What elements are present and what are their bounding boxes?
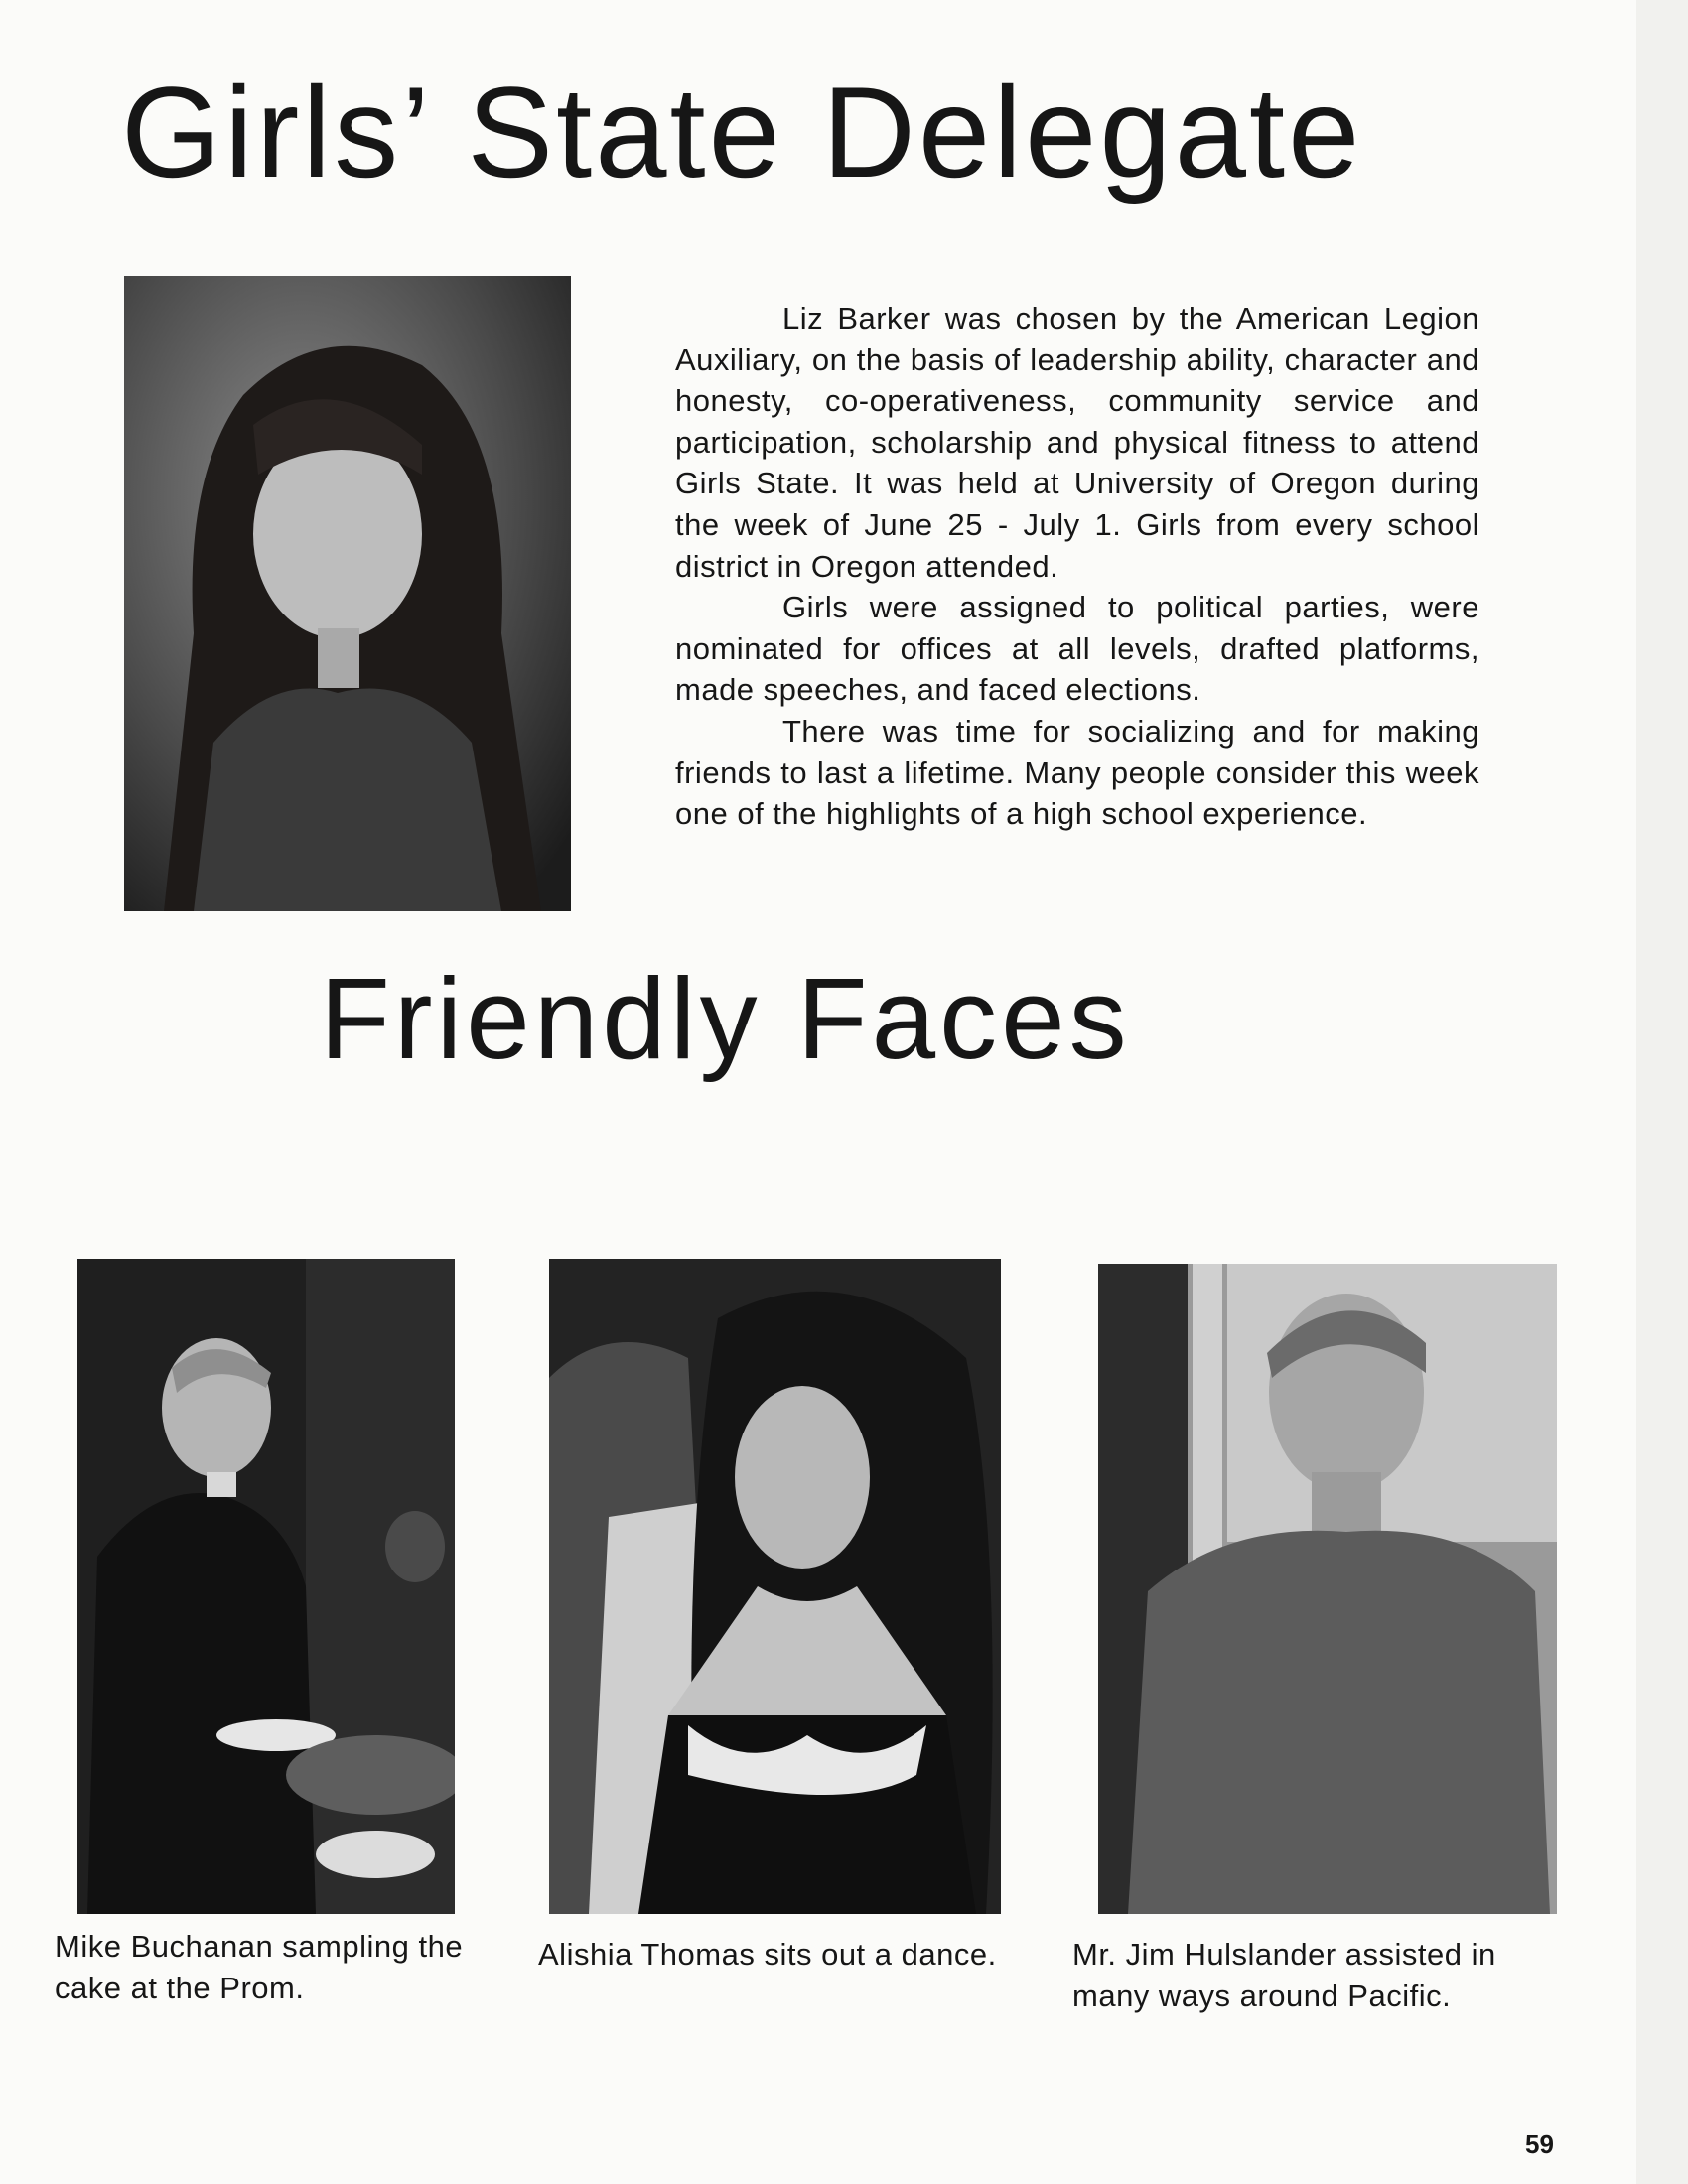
- prom-cake-photo: [77, 1259, 455, 1914]
- page-edge: [1636, 0, 1688, 2184]
- caption-photo-2-text: Alishia Thomas sits out a dance.: [538, 1937, 997, 1972]
- heading-friendly-faces: Friendly Faces: [320, 954, 1131, 1083]
- page-number: 59: [1525, 2129, 1554, 2159]
- caption-photo-2: [538, 1934, 1025, 1976]
- hulslander-photo: [1098, 1264, 1557, 1914]
- article-paragraph: Girls were assigned to political parties, were nominated for offices at all levels, drafted platforms, made speeches, and faced elections.: [675, 590, 1479, 708]
- article-paragraph: Liz Barker was chosen by the American Legion Auxiliary, on the basis of leadership ability, character and honesty, co-operativeness, community service and participation, scholarship and physical fitness to attend Girls State. It was held at University of Oregon during the week of June 25 - July 1. Girls from every school district in Oregon attended.: [675, 301, 1479, 584]
- heading-girls-state-delegate: Girls’ State Delegate: [121, 60, 1363, 205]
- dance-photo: [549, 1259, 1001, 1914]
- portrait-photo: [124, 276, 571, 911]
- article-paragraph: There was time for socializing and for making friends to last a lifetime. Many people consider this week one of the highlights of a high school experience.: [675, 713, 1479, 832]
- caption-photo-3: Mr. Jim Hulslander assisted in many ways around Pacific.: [1072, 1937, 1496, 2013]
- article-body: [675, 298, 1479, 835]
- caption-photo-1: Mike Buchanan sampling the cake at the Prom.: [55, 1929, 464, 2005]
